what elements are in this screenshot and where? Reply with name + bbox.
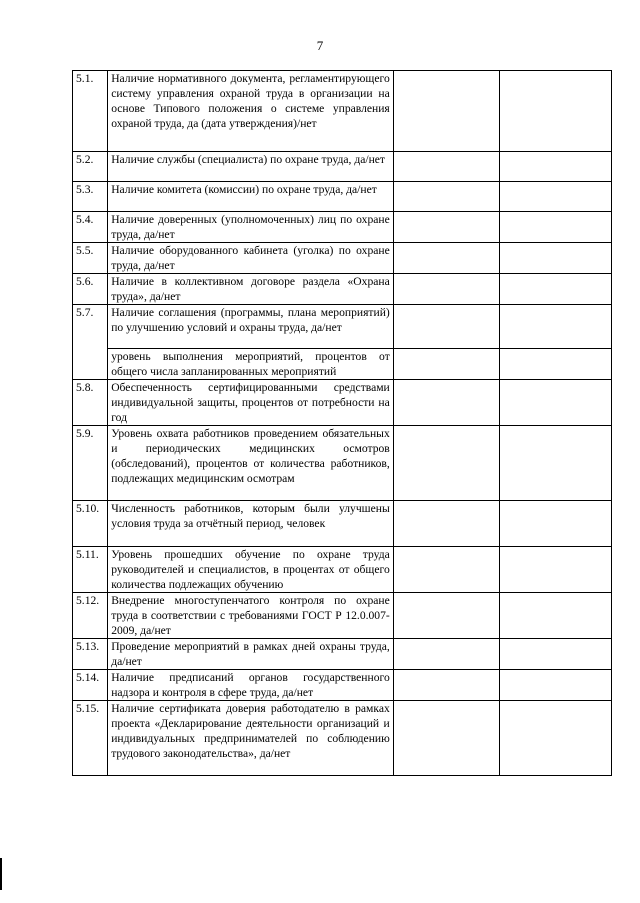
table-row	[73, 71, 612, 152]
table-row	[73, 426, 612, 501]
table-row	[73, 212, 612, 243]
value-cell-2[interactable]	[500, 349, 612, 380]
table-row	[73, 274, 612, 305]
row-description: Внедрение многоступенчатого контроля по охране труда в соответствии с требованиями ГОСТ Р 12.0.007-2009, да/нет	[108, 593, 394, 639]
row-description: Уровень прошедших обучение по охране труда руководителей и специалистов, в процентах от общего количества подлежащих обучению	[108, 547, 394, 593]
value-cell-1[interactable]	[393, 380, 500, 426]
value-cell-1[interactable]	[393, 349, 500, 380]
table-row	[73, 501, 612, 547]
row-number: 5.10.	[73, 501, 108, 547]
page-number: 7	[316, 38, 324, 53]
value-cell-1[interactable]	[393, 501, 500, 547]
value-cell-2[interactable]	[500, 380, 612, 426]
row-number: 5.1.	[73, 71, 108, 152]
table-row	[73, 593, 612, 639]
row-number: 5.11.	[73, 547, 108, 593]
scan-edge-mark	[0, 858, 2, 890]
row-description: Наличие в коллективном договоре раздела «Охрана труда», да/нет	[108, 274, 394, 305]
row-description: Наличие доверенных (уполномоченных) лиц по охране труда, да/нет	[108, 212, 394, 243]
value-cell-1[interactable]	[393, 426, 500, 501]
value-cell-1[interactable]	[393, 593, 500, 639]
row-description: Наличие службы (специалиста) по охране труда, да/нет	[108, 152, 394, 182]
value-cell-1[interactable]	[393, 547, 500, 593]
value-cell-2[interactable]	[500, 670, 612, 701]
row-number: 5.8.	[73, 380, 108, 426]
row-number: 5.15.	[73, 701, 108, 776]
table-row	[73, 639, 612, 670]
value-cell-2[interactable]	[500, 305, 612, 349]
row-description: Наличие комитета (комиссии) по охране труда, да/нет	[108, 182, 394, 212]
row-number: 5.9.	[73, 426, 108, 501]
row-description: Обеспеченность сертифицированными средствами индивидуальной защиты, процентов от потребности на год	[108, 380, 394, 426]
value-cell-2[interactable]	[500, 593, 612, 639]
value-cell-1[interactable]	[393, 152, 500, 182]
value-cell-1[interactable]	[393, 670, 500, 701]
value-cell-1[interactable]	[393, 701, 500, 776]
table-row	[73, 547, 612, 593]
value-cell-2[interactable]	[500, 639, 612, 670]
row-description: Наличие нормативного документа, регламентирующего систему управления охраной труда в организации на основе Типового положения о системе управления охраной труда, да (дата утверждения)/нет	[108, 71, 394, 152]
value-cell-1[interactable]	[393, 71, 500, 152]
row-number: 5.2.	[73, 152, 108, 182]
value-cell-2[interactable]	[500, 182, 612, 212]
value-cell-2[interactable]	[500, 701, 612, 776]
row-description: Наличие сертификата доверия работодателю в рамках проекта «Декларирование деятельности организаций и индивидуальных предпринимателей по соблюдению трудового законодательства», да/нет	[108, 701, 394, 776]
value-cell-1[interactable]	[393, 639, 500, 670]
row-number: 5.7.	[73, 305, 108, 380]
value-cell-1[interactable]	[393, 243, 500, 274]
row-number: 5.5.	[73, 243, 108, 274]
row-description: Численность работников, которым были улучшены условия труда за отчётный период, человек	[108, 501, 394, 547]
row-description: Уровень охвата работников проведением обязательных и периодических медицинских осмотров (обследований), процентов от количества работников, подлежащих медицинским осмотрам	[108, 426, 394, 501]
table-row	[73, 243, 612, 274]
value-cell-1[interactable]	[393, 305, 500, 349]
value-cell-2[interactable]	[500, 547, 612, 593]
value-cell-2[interactable]	[500, 274, 612, 305]
row-description: Наличие соглашения (программы, плана мероприятий) по улучшению условий и охраны труда, да/нет	[108, 305, 394, 349]
row-number: 5.14.	[73, 670, 108, 701]
row-description: Проведение мероприятий в рамках дней охраны труда, да/нет	[108, 639, 394, 670]
value-cell-2[interactable]	[500, 243, 612, 274]
value-cell-2[interactable]	[500, 152, 612, 182]
value-cell-2[interactable]	[500, 212, 612, 243]
value-cell-1[interactable]	[393, 274, 500, 305]
row-description: Наличие оборудованного кабинета (уголка) по охране труда, да/нет	[108, 243, 394, 274]
table-row	[73, 701, 612, 776]
value-cell-2[interactable]	[500, 426, 612, 501]
value-cell-2[interactable]	[500, 501, 612, 547]
indicators-table	[72, 70, 612, 776]
table-subrow	[73, 349, 612, 380]
value-cell-1[interactable]	[393, 182, 500, 212]
row-number: 5.4.	[73, 212, 108, 243]
table-row	[73, 380, 612, 426]
row-number: 5.13.	[73, 639, 108, 670]
value-cell-2[interactable]	[500, 71, 612, 152]
table-row	[73, 670, 612, 701]
table-row	[73, 152, 612, 182]
table-row	[73, 182, 612, 212]
row-number: 5.12.	[73, 593, 108, 639]
table-row	[73, 305, 612, 349]
row-number: 5.3.	[73, 182, 108, 212]
value-cell-1[interactable]	[393, 212, 500, 243]
row-number: 5.6.	[73, 274, 108, 305]
row-sub-description: уровень выполнения мероприятий, процентов от общего числа запланированных мероприятий	[108, 349, 394, 380]
row-description: Наличие предписаний органов государственного надзора и контроля в сфере труда, да/нет	[108, 670, 394, 701]
